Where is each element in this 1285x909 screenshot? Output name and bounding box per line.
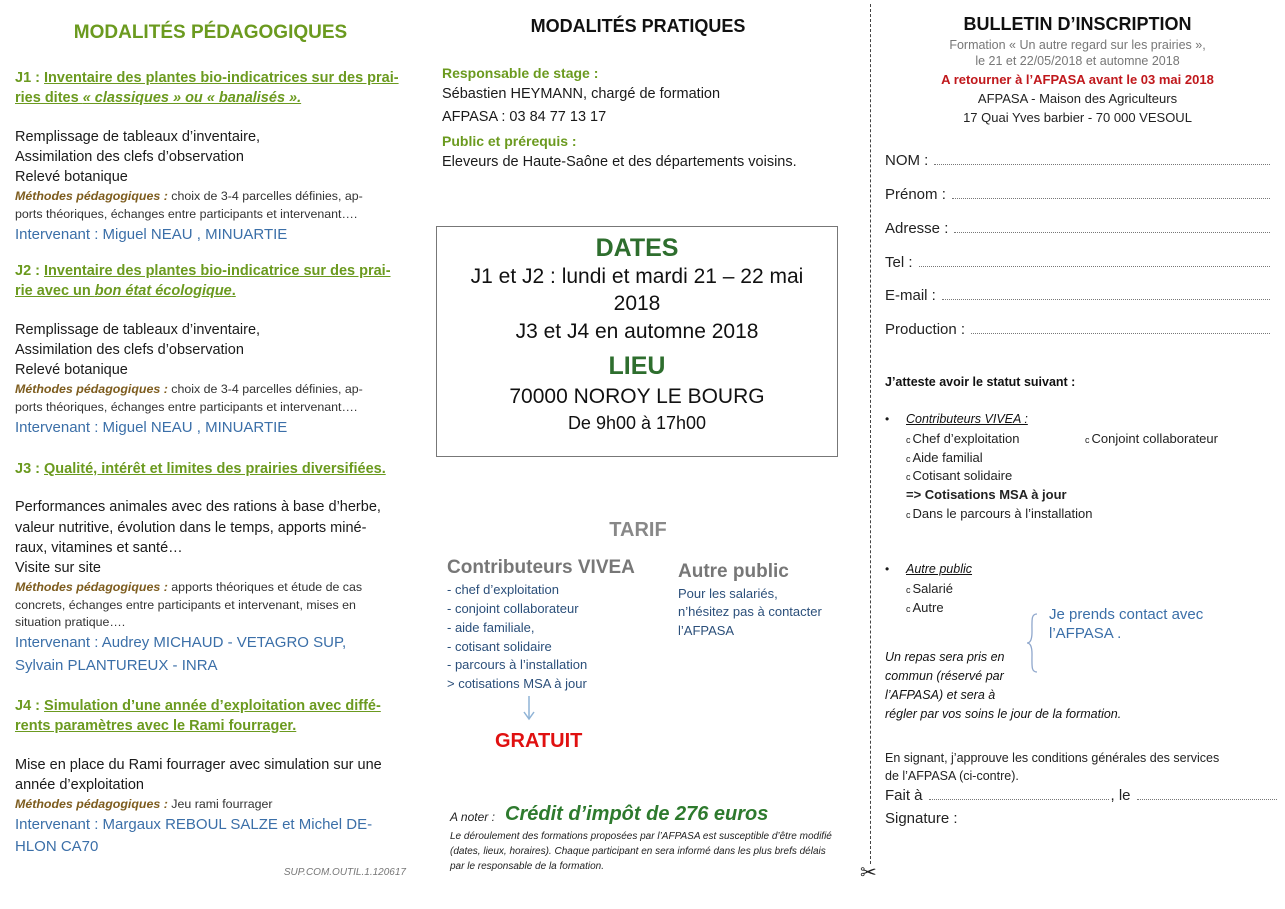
- checkbox-icon: c: [906, 454, 911, 464]
- j2-methods-label: Méthodes pédagogiques :: [15, 382, 168, 396]
- scissors-icon: ✂: [860, 862, 877, 884]
- j1-intervenant: Intervenant : Miguel NEAU , MINUARTIE: [15, 226, 288, 243]
- j3-methods-line3: situation pratique….: [15, 615, 126, 629]
- opt-conjoint[interactable]: [1085, 431, 1218, 446]
- gratuit-label: GRATUIT: [495, 730, 583, 752]
- j1-title-line1: [15, 68, 399, 88]
- autre-public-line2: n’hésitez pas à contacter: [678, 604, 822, 619]
- bullet-icon: •: [885, 412, 890, 426]
- j2-title-text2c: .: [231, 283, 236, 299]
- responsable-name: Sébastien HEYMANN, chargé de formation: [442, 86, 721, 102]
- bullet-icon: •: [885, 562, 890, 576]
- registration-column: [885, 0, 1270, 909]
- vivea-item-6: > cotisations MSA à jour: [447, 676, 587, 691]
- address-line2: 17 Quai Yves barbier - 70 000 VESOUL: [963, 110, 1192, 125]
- credit-impot: Crédit d’impôt de 276 euros: [505, 803, 769, 825]
- practical-title: MODALITÉS PRATIQUES: [530, 16, 746, 36]
- adresse-label: Adresse :: [885, 220, 949, 237]
- j2-title-text2a: rie avec un: [15, 283, 95, 299]
- opt-cotisant-label: Cotisant solidaire: [912, 468, 1013, 483]
- j2-title-line1: [15, 261, 391, 281]
- j4-title-line1: [15, 696, 381, 716]
- note-label: A noter :: [450, 810, 495, 824]
- j3-title-text1: Qualité, intérêt et limites des prairies diversifiées.: [44, 461, 386, 477]
- sign-line2: de l’AFPASA (ci-contre).: [885, 769, 1019, 783]
- vivea-item-1: - chef d’exploitation: [447, 582, 560, 597]
- public-label: Public et prérequis :: [442, 133, 577, 149]
- email-dots: [942, 287, 1270, 300]
- j4-body-2: année d’exploitation: [15, 777, 144, 793]
- j1-methods-line2: ports théoriques, échanges entre participants et intervenant….: [15, 207, 358, 221]
- j3-body-1: Performances animales avec des rations à base d’herbe,: [15, 499, 381, 515]
- j2-methods-text1: choix de 3-4 parcelles définies, ap-: [171, 382, 363, 396]
- j3-intervenant-line2: Sylvain PLANTUREUX - INRA: [15, 657, 218, 674]
- date-dots: [1137, 787, 1277, 800]
- j4-title-text1: Simulation d’une année d’exploitation avec diffé-: [44, 698, 381, 714]
- opt-chef[interactable]: [906, 431, 1019, 446]
- dates-line1: J1 et J2 : lundi et mardi 21 – 22 mai: [470, 265, 804, 288]
- j2-methods-line1: [15, 380, 363, 398]
- j2-body-3: Relevé botanique: [15, 362, 128, 378]
- fait-a-dots: [929, 787, 1109, 800]
- checkbox-icon: c: [906, 604, 911, 614]
- tel-label: Tel :: [885, 254, 913, 271]
- vivea-heading: Contributeurs VIVEA :: [906, 412, 1028, 426]
- vivea-title: Contributeurs VIVEA: [447, 557, 635, 578]
- public-text: Eleveurs de Haute-Saône et des départements voisins.: [442, 154, 797, 170]
- checkbox-icon: c: [906, 435, 911, 445]
- contact-line1: Je prends contact avec: [1049, 606, 1204, 623]
- opt-salarie-label: Salarié: [912, 581, 953, 596]
- vivea-item-3: - aide familiale,: [447, 620, 535, 635]
- j1-title-text2b: « classiques » ou « banalisés ».: [82, 90, 302, 106]
- vivea-item-5: - parcours à l’installation: [447, 657, 588, 672]
- fait-a-row[interactable]: [885, 787, 1277, 804]
- document-reference: SUP.COM.OUTIL.1.120617: [283, 867, 406, 878]
- j2-intervenant: Intervenant : Miguel NEAU , MINUARTIE: [15, 419, 288, 436]
- j3-body-3: raux, vitamines et santé…: [15, 540, 183, 556]
- j3-intervenant-line1: Intervenant : Audrey MICHAUD - VETAGRO SUP,: [15, 634, 347, 651]
- j1-methods-text1: choix de 3-4 parcelles définies, ap-: [171, 189, 363, 203]
- responsable-label: Responsable de stage :: [442, 65, 599, 81]
- attest-text: J’atteste avoir le statut suivant :: [885, 375, 1076, 389]
- j1-title-line2: [15, 88, 301, 108]
- signature-label: Signature :: [885, 810, 958, 827]
- j4-intervenant-line1: Intervenant : Margaux REBOUL SALZE et Michel DE-: [15, 816, 373, 833]
- j1-methods-label: Méthodes pédagogiques :: [15, 189, 168, 203]
- j4-methods-text1: Jeu rami fourrager: [171, 797, 273, 811]
- j4-title-line2: [15, 716, 296, 736]
- lieu-line2: De 9h00 à 17h00: [567, 413, 707, 433]
- j2-methods-line2: ports théoriques, échanges entre participants et intervenant….: [15, 400, 358, 414]
- j1-body-3: Relevé botanique: [15, 169, 128, 185]
- return-deadline: A retourner à l’AFPASA avant le 03 mai 2018: [941, 72, 1214, 87]
- responsable-phone: AFPASA : 03 84 77 13 17: [442, 109, 607, 125]
- autre-public-line3: l’AFPASA: [678, 623, 735, 638]
- lieu-line1: 70000 NOROY LE BOURG: [509, 385, 765, 408]
- autre-public-line1: Pour les salariés,: [678, 586, 778, 601]
- sign-line1: En signant, j’approuve les conditions générales des services: [885, 751, 1220, 765]
- production-field[interactable]: [885, 321, 1270, 338]
- fait-a-label: Fait à: [885, 787, 923, 804]
- opt-conjoint-label: Conjoint collaborateur: [1091, 431, 1218, 446]
- j3-body-2: valeur nutritive, évolution dans le temps, apports miné-: [15, 520, 367, 536]
- opt-parcours-label: Dans le parcours à l’installation: [912, 506, 1093, 521]
- j3-title-line1: [15, 459, 386, 479]
- checkbox-icon: c: [906, 585, 911, 595]
- nom-dots: [934, 152, 1270, 165]
- j3-methods-label: Méthodes pédagogiques :: [15, 580, 168, 594]
- j4-label: J4 :: [15, 698, 40, 714]
- j2-body-1: Remplissage de tableaux d’inventaire,: [15, 322, 261, 338]
- prenom-field[interactable]: [885, 186, 1270, 203]
- registration-title: BULLETIN D’INSCRIPTION: [963, 14, 1192, 34]
- prenom-dots: [952, 186, 1270, 199]
- adresse-dots: [954, 220, 1270, 233]
- j4-body-1: Mise en place du Rami fourrager avec simulation sur une: [15, 757, 382, 773]
- le-label: , le: [1110, 787, 1131, 804]
- j1-body-1: Remplissage de tableaux d’inventaire,: [15, 129, 261, 145]
- dates-line2: 2018: [613, 292, 661, 315]
- dates-line3: J3 et J4 en automne 2018: [515, 320, 759, 343]
- production-label: Production :: [885, 321, 966, 338]
- checkbox-icon: c: [1085, 435, 1090, 445]
- j3-methods-line1: [15, 578, 362, 596]
- pedagogical-title: MODALITÉS PÉDAGOGIQUES: [73, 22, 348, 43]
- repas-line1: Un repas sera pris en: [885, 650, 1005, 664]
- j1-methods-line1: [15, 187, 363, 205]
- lieu-title: LIEU: [608, 352, 666, 380]
- j1-label: J1 :: [15, 70, 40, 86]
- j2-title-line2: [15, 281, 236, 301]
- arrow-down-icon: [521, 696, 537, 722]
- opt-autre-label: Autre: [912, 600, 944, 615]
- j4-methods-line1: [15, 795, 273, 813]
- j2-label: J2 :: [15, 263, 40, 279]
- opt-chef-label: Chef d’exploitation: [912, 431, 1020, 446]
- autre-heading: Autre public: [906, 562, 973, 576]
- vivea-item-2: - conjoint collaborateur: [447, 601, 579, 616]
- j2-title-text1: Inventaire des plantes bio-indicatrice sur des prai-: [44, 263, 391, 279]
- j4-title-text2: rents paramètres avec le Rami fourrager.: [15, 718, 297, 734]
- dates-title: DATES: [595, 234, 679, 262]
- repas-line3: l’AFPASA) et sera à: [885, 688, 996, 702]
- email-field[interactable]: [885, 287, 1270, 304]
- j2-body-2: Assimilation des clefs d’observation: [15, 342, 244, 358]
- j4-intervenant-line2: HLON CA70: [15, 838, 99, 855]
- j1-title-text1: Inventaire des plantes bio-indicatrices sur des prai-: [44, 70, 399, 86]
- j3-methods-line2: concrets, échanges entre participants et intervenant, mises en: [15, 598, 356, 612]
- j2-title-text2b: bon état écologique: [94, 283, 232, 299]
- opt-cotisant[interactable]: [906, 468, 1012, 483]
- tel-dots: [919, 254, 1270, 267]
- j4-methods-label: Méthodes pédagogiques :: [15, 797, 168, 811]
- practical-column: [436, 0, 840, 909]
- address-line1: AFPASA - Maison des Agriculteurs: [977, 91, 1178, 106]
- cut-line: [870, 4, 871, 864]
- checkbox-icon: c: [906, 472, 911, 482]
- repas-line2: commun (réservé par: [885, 669, 1004, 683]
- pedagogical-column: [15, 0, 406, 909]
- opt-aide-label: Aide familial: [912, 450, 983, 465]
- j3-methods-text1: apports théoriques et étude de cas: [171, 580, 363, 594]
- opt-aide[interactable]: [906, 450, 983, 465]
- registration-subtitle-1: Formation « Un autre regard sur les prairies »,: [949, 38, 1206, 52]
- tarif-title: TARIF: [609, 519, 667, 541]
- contact-line2: l’AFPASA .: [1049, 625, 1122, 642]
- registration-subtitle-2: le 21 et 22/05/2018 et automne 2018: [975, 54, 1180, 68]
- repas-line4: régler par vos soins le jour de la formation.: [885, 707, 1122, 721]
- email-label: E-mail :: [885, 287, 936, 304]
- nom-label: NOM :: [885, 152, 929, 169]
- j3-label: J3 :: [15, 461, 40, 477]
- opt-salarie[interactable]: [906, 581, 953, 596]
- opt-parcours[interactable]: [906, 506, 1092, 521]
- production-dots: [971, 321, 1270, 334]
- autre-public-title: Autre public: [678, 561, 789, 582]
- nom-field[interactable]: [885, 152, 1270, 169]
- j1-body-2: Assimilation des clefs d’observation: [15, 149, 244, 165]
- checkbox-icon: c: [906, 510, 911, 520]
- j3-body-4: Visite sur site: [15, 560, 101, 576]
- j1-title-text2a: ries dites: [15, 90, 83, 106]
- opt-autre[interactable]: [906, 600, 944, 615]
- opt-msa: => Cotisations MSA à jour: [906, 487, 1067, 502]
- tel-field[interactable]: [885, 254, 1270, 271]
- prenom-label: Prénom :: [885, 186, 946, 203]
- dates-box: [436, 226, 838, 457]
- adresse-field[interactable]: [885, 220, 1270, 237]
- vivea-item-4: - cotisant solidaire: [447, 639, 552, 654]
- disclaimer-text: Le déroulement des formations proposées par l’AFPASA est susceptible d’être modifié (dates, lieux, horaires). Chaque participant en sera informé dans les plus brefs délais par le responsable de la formation.: [450, 831, 832, 872]
